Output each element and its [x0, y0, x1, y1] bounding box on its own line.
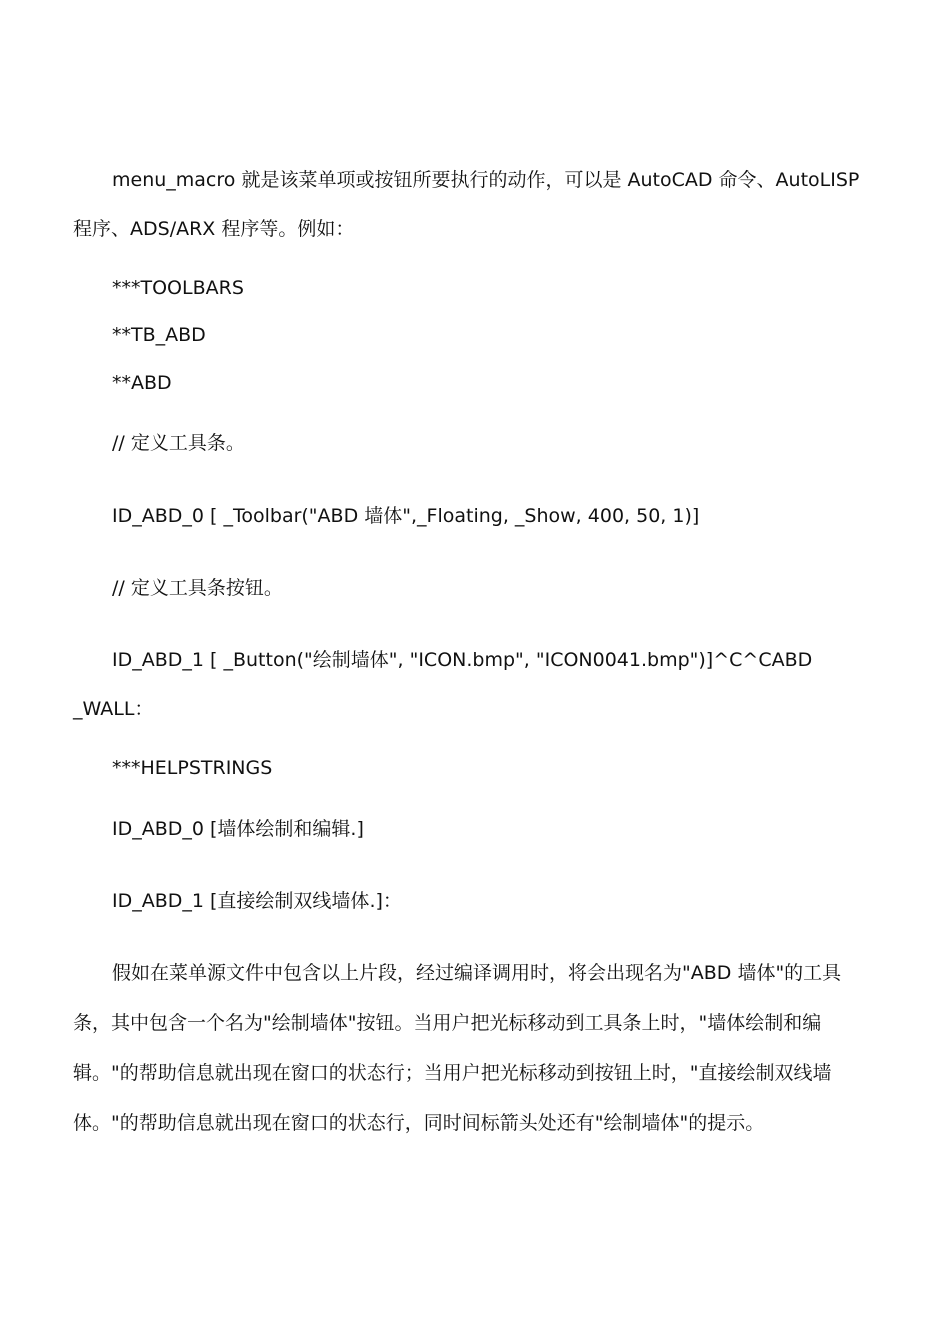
- code-tb-abd: **TB_ABD: [112, 324, 206, 346]
- help-id-abd-0: ID_ABD_0 [墙体绘制和编辑.]: [112, 818, 364, 840]
- code-id-abd-1-line-2: _WALL：: [73, 698, 154, 720]
- code-id-abd-0: ID_ABD_0 [ _Toolbar("ABD 墙体",_Floating, _Show, 400, 50, 1)]: [112, 505, 700, 527]
- explain-line-1: 假如在菜单源文件中包含以上片段，经过编译调用时，将会出现名为"ABD 墙体"的工具: [112, 962, 842, 984]
- code-id-abd-1-line-1: ID_ABD_1 [ _Button("绘制墙体", "ICON.bmp", "ICON0041.bmp")]^C^CABD: [112, 649, 813, 671]
- intro-line-1: menu_macro 就是该菜单项或按钮所要执行的动作，可以是 AutoCAD 命令、AutoLISP: [112, 169, 860, 191]
- intro-line-2: 程序、ADS/ARX 程序等。例如：: [73, 218, 355, 240]
- comment-define-button: // 定义工具条按钮。: [112, 577, 283, 599]
- explain-line-3: 辑。"的帮助信息就出现在窗口的状态行；当用户把光标移动到按钮上时，"直接绘制双线墙: [73, 1062, 832, 1084]
- code-abd: **ABD: [112, 372, 172, 394]
- help-id-abd-1: ID_ABD_1 [直接绘制双线墙体.]：: [112, 890, 402, 912]
- explain-line-2: 条，其中包含一个名为"绘制墙体"按钮。当用户把光标移动到工具条上时，"墙体绘制和编: [73, 1012, 822, 1034]
- code-toolbars: ***TOOLBARS: [112, 277, 244, 299]
- comment-define-toolbar: // 定义工具条。: [112, 432, 245, 454]
- code-helpstrings: ***HELPSTRINGS: [112, 757, 273, 779]
- explain-line-4: 体。"的帮助信息就出现在窗口的状态行，同时间标箭头处还有"绘制墙体"的提示。: [73, 1112, 765, 1134]
